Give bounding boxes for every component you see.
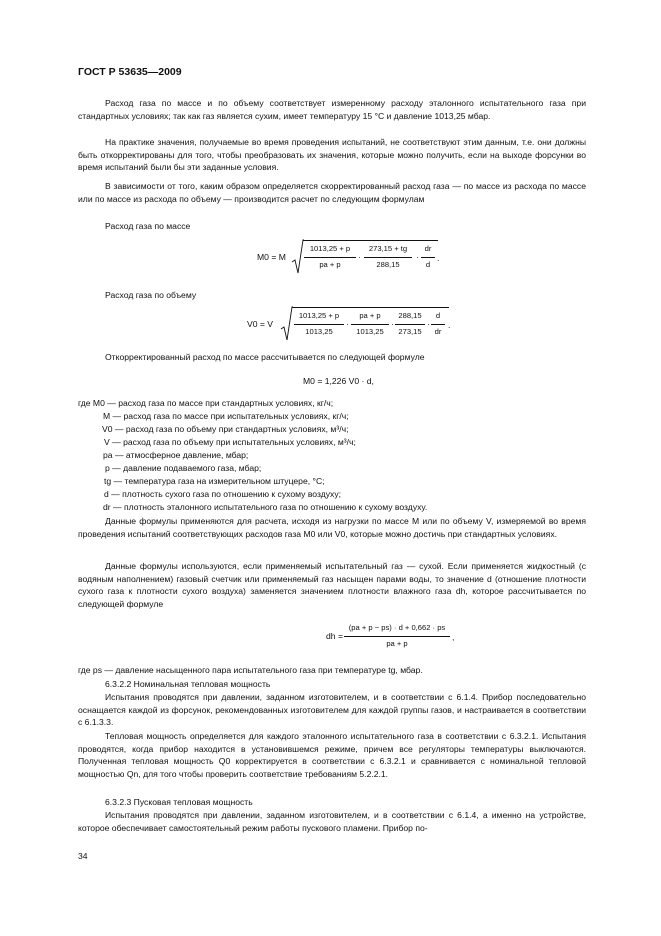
fraction-numerator: (pa + p − ps) · d + 0,662 · ps [348, 623, 446, 632]
definition-item: V — расход газа по объему при испытательных условиях, м³/ч; [104, 437, 356, 447]
fraction-numerator: dr [424, 244, 432, 253]
fraction-numerator: 288,15 [398, 311, 422, 320]
definition-item: pa — атмосферное давление, мбар; [103, 450, 249, 460]
definition-item: где M0 — расход газа по массе при стандартных условиях, кг/ч; [78, 398, 334, 408]
fraction-denominator: d [425, 260, 431, 269]
sqrt-sign-icon [292, 240, 304, 274]
fraction-denominator: 1013,25 [356, 327, 384, 336]
fraction-denominator: pa + p [319, 260, 341, 269]
section-6322-title: 6.3.2.2 Номинальная тепловая мощность [105, 679, 271, 689]
formula-corrected-mass: M0 = 1,226 V0 · d, [303, 376, 374, 386]
paragraph-6323-tests: Испытания проводятся при давлении, заданном изготовителем, и в соответствии с 6.1.4, а именно на устройстве, которое обеспечивает самостоятельный режим работы пускового пламени. Прибор по- [78, 810, 586, 833]
section-6323-title: 6.3.2.3 Пусковая тепловая мощность [105, 797, 253, 807]
paragraph-practice: На практике значения, получаемые во время проведения испытаний, не соответствуют этим данным, т.е. они должны быть откорректированы для того, чтобы преобразовать их значения, которые можно получить, если на выходе форсунки во время испытаний были бы эти заданные условия. [78, 137, 586, 173]
fraction-numerator: 1013,25 + p [309, 244, 351, 253]
definition-item: tg — температура газа на измерительном штуцере, °С; [104, 476, 325, 486]
sqrt-sign-icon [281, 307, 293, 341]
mass-flow-label: Расход газа по массе [105, 221, 191, 231]
fraction-denominator: 1013,25 [305, 327, 333, 336]
fraction-numerator: d [435, 311, 441, 320]
page-number: 34 [78, 851, 88, 861]
paragraph-humid-gas: Данные формулы используются, если применяемый испытательный газ — сухой. Если применяется жидкостный (с водяным наполнением) газовый счетчик или применяемый газ насыщен парами воды, то значение d (отношение плотности сухого газа к плотности сухого воздуха) заменяется значением плотности влажного газа dh, которое рассчитывается по следующей формуле [78, 561, 586, 609]
paragraph-6322-heat-input: Тепловая мощность определяется для каждого эталонного испытательного газа в соответствии с 6.3.2.1. Испытания проводятся, когда прибор находится в установившемся режиме, причем все регуляторы температуры выключаются. Полученная тепловая мощность Q0 корректируется в соответствии с 6.3.2.1 и сравнивается с номинальной тепловой мощностью Qn, для того чтобы проверить соответствие требованиям 5.2.2.1. [78, 731, 586, 779]
formula-m0-lhs: M0 = M [257, 252, 286, 262]
definition-item: p — давление подаваемого газа, мбар; [105, 463, 262, 473]
fraction-numerator: 273,15 + tg [368, 244, 408, 253]
fraction-denominator: 288,15 [376, 260, 400, 269]
volume-flow-label: Расход газа по объему [105, 290, 197, 300]
definition-item: dr — плотность эталонного испытательного газа по отношению к сухому воздуху. [103, 502, 428, 512]
fraction-numerator: 1013,25 + p [298, 311, 340, 320]
paragraph-intro: Расход газа по массе и по объему соответствует измеренному расходу эталонного испытательного газа при стандартных условиях; так как газ является сухим, имеет температуру 15 °С и давление 1013,25 мбар. [78, 98, 586, 121]
fraction-denominator: 273,15 [398, 327, 422, 336]
formula-v0-lhs: V0 = V [247, 319, 274, 329]
paragraph-calculation: В зависимости от того, каким образом определяется скорректированный расход газа — по массе из расхода по массе или по массе из расхода по объему — производится расчет по следующим формулам [78, 181, 586, 204]
document-header: ГОСТ Р 53635—2009 [78, 66, 182, 78]
definition-item: M — расход газа по массе при испытательных условиях, кг/ч; [103, 411, 349, 421]
formula-dh-lhs: dh = [326, 631, 343, 641]
fraction-denominator: pa + p [386, 639, 408, 648]
definition-item: V0 — расход газа по объему при стандартных условиях, м³/ч; [102, 424, 349, 434]
fraction-numerator: pa + p [359, 311, 381, 320]
definition-item: d — плотность сухого газа по отношению к сухому воздуху; [104, 489, 342, 499]
fraction-denominator: dr [434, 327, 442, 336]
saturation-pressure-definition: где ps — давление насыщенного пара испытательного газа при температуре tg, мбар. [78, 665, 423, 675]
corrected-flow-label: Откорректированный расход по массе рассчитывается по следующей формуле [105, 352, 425, 362]
paragraph-6322-tests: Испытания проводятся при давлении, заданном изготовителем, и в соответствии с 6.1.4. Прибор последовательно оснащается каждой из форсунок, рекомендованных изготовителем для каждой группы газов, и настраивается в соответствии с 6.1.3.3. [78, 692, 586, 728]
paragraph-usage-scope: Данные формулы применяются для расчета, исходя из нагрузки по массе M или по объему V, измеряемой во время проведения испытаний соответствующих расходов газа M0 или V0, которые можно достичь при стандартных условиях. [78, 516, 586, 539]
